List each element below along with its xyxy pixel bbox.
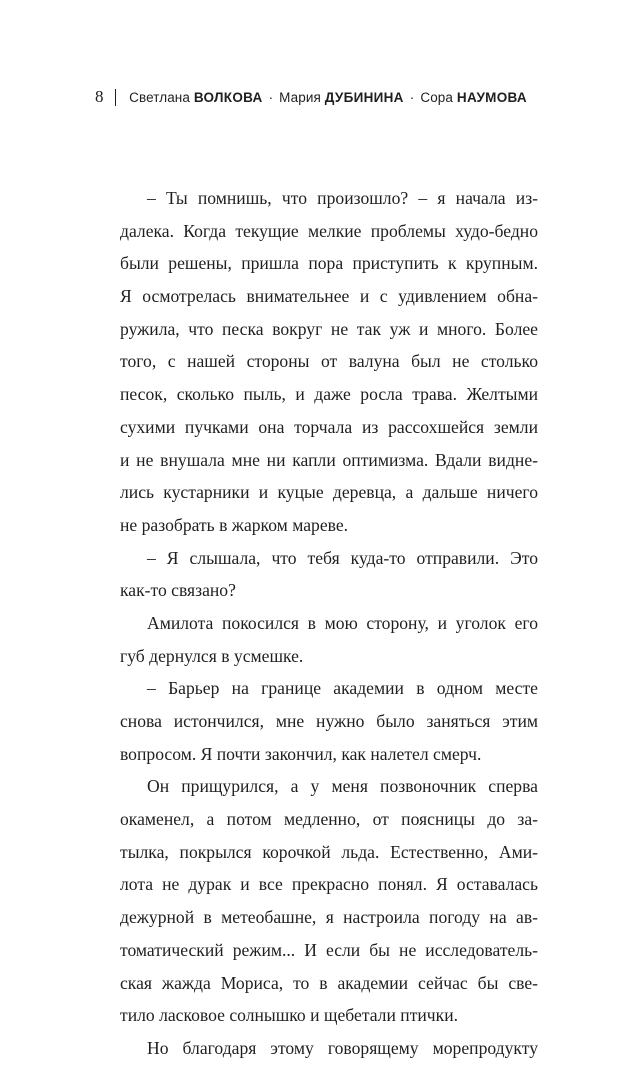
text-line: – Ты помнишь, что произошло? – я начала из- [147,188,538,208]
text-line: окаменел, а потом медленно, от поясницы до за- [120,809,538,830]
text-line: далека. Когда текущие мелкие проблемы худо-бедно [120,220,538,241]
text-line: сухими пучками она торчала из рассохшейся земли [120,416,538,437]
text-line: вопросом. Я почти закончил, как налетел смерч. [120,743,482,764]
text-line: тило ласковое солнышко и щебетали птички. [120,1005,459,1026]
author-first-name: Сора [420,89,454,105]
text-line: тылка, покрылся корочкой льда. Естественно, Ами- [120,841,538,862]
text-line: – Я слышала, что тебя куда-то отправили. Это [147,547,538,568]
author-2 [279,90,404,105]
text-line: Но благодаря этому говорящему морепродукту [147,1037,538,1058]
text-line: ская жажда Мориса, то в академии сейчас бы све- [120,972,538,993]
author-separator: · [409,89,415,105]
text-line: не разобрать в жарком мареве. [120,514,349,535]
text-line: были решены, пришла пора приступить к крупным. [120,253,538,274]
text-line: того, с нашей стороны от валуна был не столько [120,351,538,372]
body-text [120,182,538,1065]
text-line: – Барьер на границе академии в одном месте [147,678,538,699]
author-last-name: НАУМОВА [456,89,527,105]
text-line: Амилота покосился в мою сторону, и уголок его [147,612,538,633]
author-last-name: ДУБИНИНА [324,89,404,105]
header-divider [115,89,117,106]
text-line: Я осмотрелась внимательнее и с удивлением обна- [120,286,538,307]
author-separator: · [268,89,274,105]
text-line: как-то связано? [120,580,236,601]
author-first-name: Светлана [129,89,190,105]
text-line: томатический режим... И если бы не исследователь- [120,939,538,960]
author-1 [129,90,262,105]
text-line: песок, сколько пыль, и даже росла трава. Желтыми [120,384,538,405]
text-line: Он прищурился, а у меня позвоночник сперва [147,776,538,797]
text-line: губ дернулся в усмешке. [120,645,304,666]
text-line: дежурной в метеобашне, я настроила погоду на ав- [120,907,538,928]
text-line: и не внушала мне ни капли оптимизма. Вдали видне- [120,449,538,470]
page-number: 8 [95,87,104,106]
text-line: лота не дурак и все прекрасно понял. Я оставалась [120,874,538,895]
text-line: ружила, что песка вокруг не так уж и много. Более [120,318,538,339]
running-header [95,86,527,108]
author-first-name: Мария [279,89,321,105]
text-line: снова истончился, мне нужно было заняться этим [120,711,538,731]
text-line: лись кустарники и куцые деревца, а дальше ничего [120,482,538,503]
author-3 [420,90,527,105]
author-last-name: ВОЛКОВА [193,89,263,105]
